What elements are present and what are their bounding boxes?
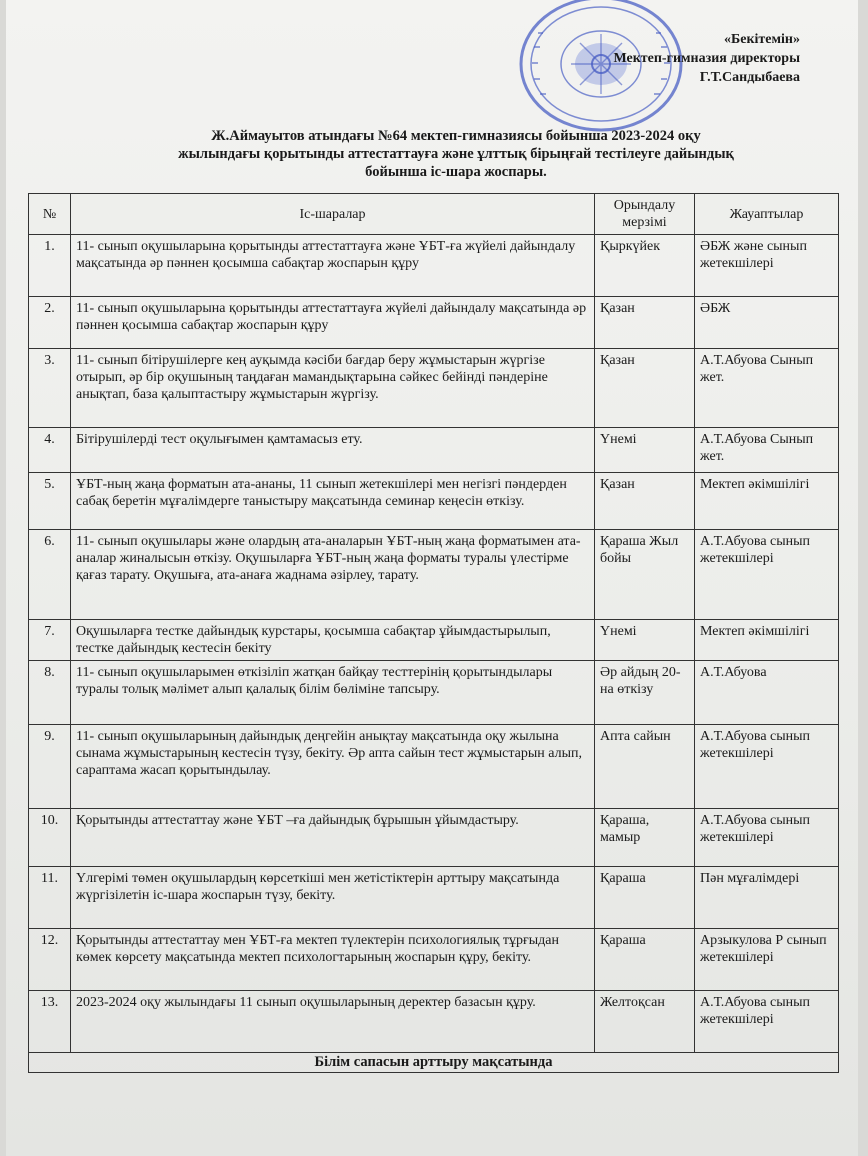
row-responsible: ӘБЖ және сынып жетекшілері [695, 235, 839, 297]
approval-heading: «Бекітемін» [723, 32, 800, 47]
section-heading: Білім сапасын арттыру мақсатында [29, 1053, 839, 1073]
row-activity: 11- сынып оқушыларының дайындық деңгейін анықтау мақсатында оқу жылына сынама жұмыстарының кестесін түзу, бекіту. Әр апта сайын тест жұмыстарын алып, сараптама жасап қорытындылау. [71, 725, 595, 809]
approval-name: Г.Т.Сандыбаева [699, 70, 800, 85]
row-deadline: Қазан [595, 349, 695, 428]
row-number: 10. [29, 809, 71, 867]
row-activity: Қорытынды аттестаттау және ҰБТ –ға дайындық бұрышын ұйымдастыру. [71, 809, 595, 867]
row-responsible: А.Т.Абуова сынып жетекшілері [695, 725, 839, 809]
title-line-1: Ж.Аймауытов атындағы №64 мектеп-гимназиясы бойынша 2023-2024 оқу [211, 128, 701, 144]
table-row [29, 349, 839, 428]
row-deadline: Қараша [595, 929, 695, 991]
section-heading-row [29, 1053, 839, 1073]
row-deadline: Қараша Жыл бойы [595, 530, 695, 620]
row-deadline: Апта сайын [595, 725, 695, 809]
table-row [29, 991, 839, 1053]
row-activity: 11- сынып оқушылары және олардың ата-аналарын ҰБТ-ның жаңа форматымен ата-аналар жиналысын өткізу. Оқушыларға ҰБТ-ның жаңа форматы туралы үлестірме қағаз тарату. Оқушыға, ата-анаға жаднама әзірлеу, тарату. [71, 530, 595, 620]
row-deadline: Қараша, мамыр [595, 809, 695, 867]
row-responsible: А.Т.Абуова сынып жетекшілері [695, 809, 839, 867]
header-deadline: Орындалу мерзімі [595, 194, 695, 235]
row-number: 2. [29, 297, 71, 349]
row-responsible: Арзыкулова Р сынып жетекшілері [695, 929, 839, 991]
row-deadline: Қазан [595, 473, 695, 530]
table-row [29, 235, 839, 297]
row-activity: Қорытынды аттестаттау мен ҰБТ-ға мектеп түлектерін психологиялық тұрғыдан көмек көрсету мақсатында мектеп психологтарының жоспарын құру, бекіту. [71, 929, 595, 991]
row-responsible: Мектеп әкімшілігі [695, 620, 839, 661]
document-title [116, 127, 796, 181]
table-row [29, 929, 839, 991]
table-row [29, 473, 839, 530]
row-number: 7. [29, 620, 71, 661]
row-number: 6. [29, 530, 71, 620]
approval-block [613, 30, 800, 87]
row-responsible: А.Т.Абуова Сынып жет. [695, 349, 839, 428]
row-responsible: А.Т.Абуова сынып жетекшілері [695, 991, 839, 1053]
row-deadline: Желтоқсан [595, 991, 695, 1053]
table-row [29, 867, 839, 929]
row-activity: 11- сынып оқушыларына қорытынды аттестаттауға жүйелі дайындалу мақсатында әр пәннен қосымша сабақтар жоспарын құру [71, 297, 595, 349]
header-number: № [29, 194, 71, 235]
row-responsible: А.Т.Абуова Сынып жет. [695, 428, 839, 473]
row-deadline: Әр айдың 20-на өткізу [595, 661, 695, 725]
row-number: 13. [29, 991, 71, 1053]
row-deadline: Үнемі [595, 428, 695, 473]
row-number: 5. [29, 473, 71, 530]
title-line-2: жылындағы қорытынды аттестаттауға және ұлттық бірыңғай тестілеуге дайындық [178, 146, 734, 162]
row-responsible: ӘБЖ [695, 297, 839, 349]
row-activity: ҰБТ-ның жаңа форматын ата-ананы, 11 сынып жетекшілері мен негізгі пәндерден сабақ беретін мұғалімдерге таныстыру мақсатында семинар кеңесін өткізу. [71, 473, 595, 530]
header-activity: Іс-шаралар [71, 194, 595, 235]
table-row [29, 530, 839, 620]
row-activity: Оқушыларға тестке дайындық курстары, қосымша сабақтар ұйымдастырылып, тестке дайындық кестесін бекіту [71, 620, 595, 661]
table-row [29, 725, 839, 809]
table-header-row [29, 194, 839, 235]
row-number: 8. [29, 661, 71, 725]
row-activity: 2023-2024 оқу жылындағы 11 сынып оқушыларының деректер базасын құру. [71, 991, 595, 1053]
table-row [29, 428, 839, 473]
row-deadline: Қараша [595, 867, 695, 929]
row-number: 11. [29, 867, 71, 929]
row-number: 1. [29, 235, 71, 297]
row-responsible: А.Т.Абуова [695, 661, 839, 725]
document-page [6, 0, 858, 1156]
row-responsible: Мектеп әкімшілігі [695, 473, 839, 530]
approval-position: Мектеп-гимназия директоры [613, 51, 800, 66]
row-responsible: Пән мұғалімдері [695, 867, 839, 929]
row-number: 3. [29, 349, 71, 428]
row-activity: Бітірушілерді тест оқулығымен қамтамасыз ету. [71, 428, 595, 473]
table-row [29, 297, 839, 349]
row-deadline: Үнемі [595, 620, 695, 661]
row-deadline: Қазан [595, 297, 695, 349]
title-line-3: бойынша іс-шара жоспары. [365, 164, 547, 180]
row-responsible: А.Т.Абуова сынып жетекшілері [695, 530, 839, 620]
row-number: 9. [29, 725, 71, 809]
row-number: 4. [29, 428, 71, 473]
row-activity: 11- сынып оқушыларына қорытынды аттестаттауға және ҰБТ-ға жүйелі дайындалу мақсатында әр пәннен қосымша сабақтар жоспарын құру [71, 235, 595, 297]
header-responsible: Жауаптылар [695, 194, 839, 235]
row-activity: Үлгерімі төмен оқушылардың көрсеткіші мен жетістіктерін арттыру мақсатында жүргізілетін іс-шара жоспарын түзу, бекіту. [71, 867, 595, 929]
table-row [29, 620, 839, 661]
table-row [29, 661, 839, 725]
table-body [29, 235, 839, 1073]
row-number: 12. [29, 929, 71, 991]
table-row [29, 809, 839, 867]
row-activity: 11- сынып оқушыларымен өткізіліп жатқан байқау тесттерінің қорытындылары туралы толық мәлімет алып қалалық білім бөліміне тапсыру. [71, 661, 595, 725]
row-activity: 11- сынып бітірушілерге кең ауқымда кәсіби бағдар беру жұмыстарын жүргізе отырып, әр бір оқушының таңдаған мамандықтарына сәйкес бейінді пәндеріне анықтап, база қалыптастыру жұмыстарын жүргізу. [71, 349, 595, 428]
activity-plan-table [28, 193, 839, 1073]
row-deadline: Қыркүйек [595, 235, 695, 297]
